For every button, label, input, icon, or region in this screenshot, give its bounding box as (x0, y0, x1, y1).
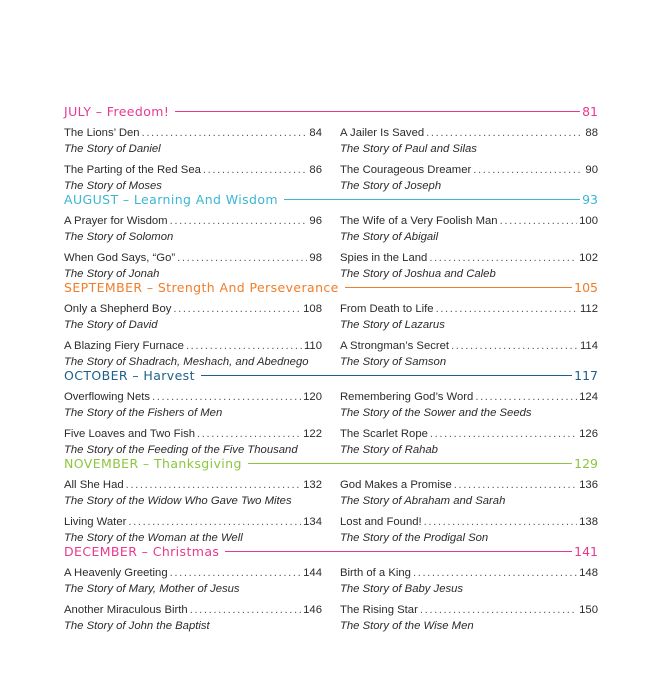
section-title: AUGUST – Learning And Wisdom (64, 192, 284, 207)
section-header[interactable] (64, 542, 598, 560)
dot-leader (436, 302, 578, 318)
entry-subtitle: The Story of the Sower and the Seeds (340, 406, 532, 419)
section-header[interactable] (64, 454, 598, 472)
entry-subtitle: The Story of Paul and Silas (340, 142, 477, 155)
toc-entry[interactable] (64, 603, 322, 634)
entry-title: A Heavenly Greeting (64, 567, 168, 579)
entry-title-line (340, 603, 598, 619)
entry-page-number: 126 (579, 428, 598, 440)
toc-entry[interactable] (64, 126, 322, 157)
toc-entry[interactable] (340, 566, 598, 597)
dot-leader (173, 302, 301, 318)
entry-title-line (340, 251, 598, 267)
entry-title-line (340, 214, 598, 230)
entry-title-line (340, 427, 598, 443)
toc-entry[interactable] (64, 214, 322, 245)
entry-page-number: 132 (303, 479, 322, 491)
entry-page-number: 146 (303, 604, 322, 616)
section-header[interactable] (64, 366, 598, 384)
entry-title-line (64, 478, 322, 494)
entry-page-number: 148 (579, 567, 598, 579)
entry-subtitle: The Story of the Widow Who Gave Two Mites (64, 494, 292, 507)
entry-title: God Makes a Promise (340, 479, 452, 491)
entry-title: The Scarlet Rope (340, 428, 428, 440)
toc-section (64, 190, 598, 282)
entry-title-line (340, 566, 598, 582)
section-title: JULY – Freedom! (64, 104, 175, 119)
entry-subtitle: The Story of Mary, Mother of Jesus (64, 582, 240, 595)
entry-title: A Jailer Is Saved (340, 127, 425, 139)
section-page-number: 105 (574, 279, 598, 295)
dot-leader (451, 339, 578, 355)
entry-title-line (340, 302, 598, 318)
entry-subtitle: The Story of Moses (64, 179, 162, 192)
entry-page-number: 90 (585, 164, 598, 176)
entry-title-line (340, 390, 598, 406)
dot-leader (126, 478, 301, 494)
entry-title: Birth of a King (340, 567, 411, 579)
section-divider-line (201, 375, 572, 376)
section-title: DECEMBER – Christmas (64, 544, 225, 559)
entry-title-line (64, 251, 322, 267)
entry-page-number: 84 (309, 127, 322, 139)
entry-page-number: 98 (309, 252, 322, 264)
entry-subtitle: The Story of the Woman at the Well (64, 531, 243, 544)
entry-page-number: 88 (585, 127, 598, 139)
entry-subtitle: The Story of Baby Jesus (340, 582, 464, 595)
entry-page-number: 150 (579, 604, 598, 616)
dot-leader (420, 603, 577, 619)
entry-subtitle: The Story of Abraham and Sarah (340, 494, 506, 507)
entry-title: The Lions’ Den (64, 127, 140, 139)
section-page-number: 129 (574, 455, 598, 471)
section-page-number: 141 (574, 543, 598, 559)
toc-entry[interactable] (64, 478, 322, 509)
entry-title: Another Miraculous Birth (64, 604, 188, 616)
entry-page-number: 120 (303, 391, 322, 403)
entry-subtitle: The Story of Samson (340, 355, 447, 368)
dot-leader (152, 390, 301, 406)
entry-subtitle: The Story of the Wise Men (340, 619, 474, 632)
dot-leader (429, 251, 577, 267)
entry-page-number: 86 (309, 164, 322, 176)
dot-leader (475, 390, 577, 406)
entry-subtitle: The Story of Rahab (340, 443, 438, 456)
section-title: NOVEMBER – Thanksgiving (64, 456, 248, 471)
dot-leader (426, 126, 583, 142)
entry-title: From Death to Life (340, 303, 434, 315)
toc-section (64, 278, 598, 370)
toc-section (64, 102, 598, 194)
toc-section (64, 366, 598, 458)
dot-leader (197, 427, 301, 443)
entry-title: The Courageous Dreamer (340, 164, 472, 176)
entry-page-number: 134 (303, 516, 322, 528)
dot-leader (203, 163, 308, 179)
section-header[interactable] (64, 278, 598, 296)
entry-title: A Strongman’s Secret (340, 340, 450, 352)
dot-leader (500, 214, 578, 230)
section-title: OCTOBER – Harvest (64, 368, 201, 383)
entry-subtitle: The Story of John the Baptist (64, 619, 210, 632)
entry-title-line (64, 163, 322, 179)
entry-title: Spies in the Land (340, 252, 428, 264)
dot-leader (186, 339, 302, 355)
entry-title-line (340, 515, 598, 531)
section-entries (64, 214, 598, 282)
entry-title-line (64, 339, 322, 355)
dot-leader (430, 427, 577, 443)
entry-subtitle: The Story of David (64, 318, 158, 331)
toc-entry[interactable] (64, 390, 322, 421)
dot-leader (424, 515, 577, 531)
entry-title: Living Water (64, 516, 127, 528)
entry-page-number: 114 (579, 340, 598, 352)
dot-leader (454, 478, 577, 494)
entry-subtitle: The Story of Joshua and Caleb (340, 267, 496, 280)
entry-subtitle: The Story of the Feeding of the Five Thousand (64, 443, 298, 456)
entry-page-number: 138 (579, 516, 598, 528)
toc-entry[interactable] (64, 302, 322, 333)
entry-title: The Parting of the Red Sea (64, 164, 201, 176)
toc-entry[interactable] (340, 603, 598, 634)
entry-title: All She Had (64, 479, 124, 491)
section-divider-line (345, 287, 572, 288)
entry-subtitle: The Story of the Fishers of Men (64, 406, 223, 419)
entry-page-number: 108 (303, 303, 322, 315)
entry-page-number: 110 (303, 340, 322, 352)
entry-subtitle: The Story of Lazarus (340, 318, 445, 331)
section-entries (64, 478, 598, 546)
entry-page-number: 112 (579, 303, 598, 315)
entry-title-line (64, 390, 322, 406)
section-divider-line (284, 199, 580, 200)
dot-leader (128, 515, 301, 531)
section-entries (64, 566, 598, 634)
section-page-number: 93 (582, 191, 598, 207)
entry-title: Five Loaves and Two Fish (64, 428, 196, 440)
entry-title-line (64, 302, 322, 318)
entry-title-line (64, 214, 322, 230)
dot-leader (170, 214, 308, 230)
entry-title-line (64, 566, 322, 582)
toc-entry[interactable] (64, 566, 322, 597)
entry-subtitle: The Story of Daniel (64, 142, 161, 155)
entry-title-line (340, 163, 598, 179)
section-header[interactable] (64, 102, 598, 120)
section-entries (64, 390, 598, 458)
entry-title: Remembering God’s Word (340, 391, 474, 403)
entry-page-number: 102 (579, 252, 598, 264)
section-entries (64, 126, 598, 194)
dot-leader (190, 603, 301, 619)
entry-title: A Prayer for Wisdom (64, 215, 168, 227)
entry-subtitle: The Story of Abigail (340, 230, 439, 243)
entry-page-number: 144 (303, 567, 322, 579)
entry-title: Overflowing Nets (64, 391, 151, 403)
dot-leader (473, 163, 583, 179)
section-page-number: 117 (574, 367, 598, 383)
toc-section (64, 454, 598, 546)
entry-title-line (340, 339, 598, 355)
entry-page-number: 124 (579, 391, 598, 403)
entry-title: Lost and Found! (340, 516, 422, 528)
entry-title-line (64, 427, 322, 443)
entry-title: The Rising Star (340, 604, 418, 616)
dot-leader (142, 126, 308, 142)
section-divider-line (225, 551, 572, 552)
entry-title-line (64, 603, 322, 619)
toc-entry[interactable] (340, 478, 598, 509)
dot-leader (177, 251, 307, 267)
entry-subtitle: The Story of Shadrach, Meshach, and Abednego (64, 355, 309, 368)
section-header[interactable] (64, 190, 598, 208)
toc-section (64, 542, 598, 634)
entry-subtitle: The Story of Joseph (340, 179, 442, 192)
entry-page-number: 96 (309, 215, 322, 227)
entry-page-number: 122 (303, 428, 322, 440)
entry-subtitle: The Story of Solomon (64, 230, 174, 243)
entry-title: When God Says, “Go” (64, 252, 176, 264)
section-divider-line (175, 111, 580, 112)
entry-title-line (64, 515, 322, 531)
section-page-number: 81 (582, 103, 598, 119)
entry-title-line (64, 126, 322, 142)
entry-title: Only a Shepherd Boy (64, 303, 172, 315)
dot-leader (413, 566, 577, 582)
entry-title: A Blazing Fiery Furnace (64, 340, 184, 352)
toc-entry[interactable] (340, 214, 598, 245)
section-entries (64, 302, 598, 370)
entry-page-number: 136 (579, 479, 598, 491)
entry-title-line (340, 126, 598, 142)
toc-entry[interactable] (340, 302, 598, 333)
toc-entry[interactable] (340, 126, 598, 157)
entry-title-line (340, 478, 598, 494)
toc-entry[interactable] (340, 390, 598, 421)
entry-subtitle: The Story of Jonah (64, 267, 160, 280)
section-divider-line (248, 463, 572, 464)
dot-leader (170, 566, 302, 582)
section-title: SEPTEMBER – Strength And Perseverance (64, 280, 345, 295)
entry-title: The Wife of a Very Foolish Man (340, 215, 498, 227)
entry-subtitle: The Story of the Prodigal Son (340, 531, 489, 544)
entry-page-number: 100 (579, 215, 598, 227)
